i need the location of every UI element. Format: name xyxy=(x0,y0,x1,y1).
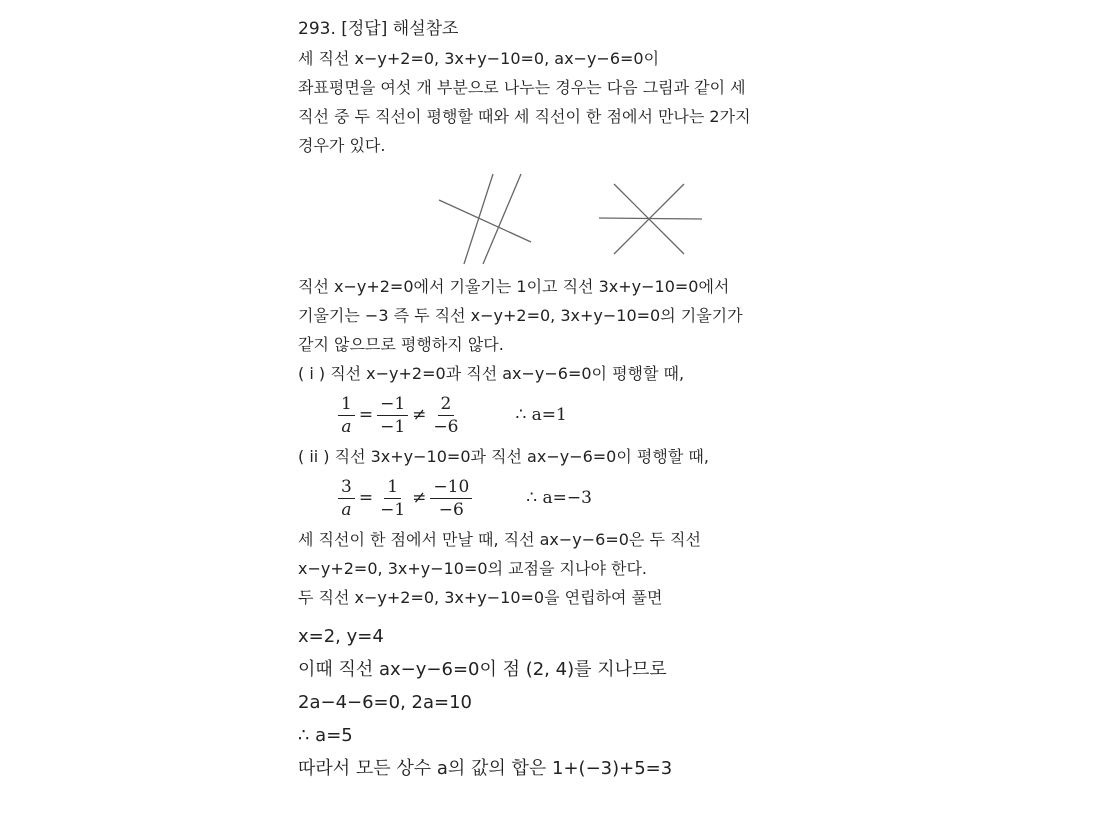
concurrent-line-text-2: x−y+2=0, 3x+y−10=0의 교점을 지나야 한다. xyxy=(298,559,648,578)
intro-line-3: 직선 중 두 직선이 평행할 때와 세 직선이 한 점에서 만나는 2가지 xyxy=(298,107,751,126)
concurrent-line-text-3: 두 직선 x−y+2=0, 3x+y−10=0을 연립하여 풀면 xyxy=(298,588,663,607)
case2-fraction-1: $\frac{3}{a}$ xyxy=(338,477,355,520)
case1-fraction-3: $\frac{2}{-6}$ xyxy=(433,393,459,437)
transversal-line xyxy=(439,200,531,242)
solution-line-1: x=2, y=4 xyxy=(298,626,384,647)
case1-fraction-1: $\frac{1}{a}$ xyxy=(338,394,355,437)
case1-equation: $\frac{1}{a}$ = $\frac{-1}{-1}$ ≠ $\frac{2}{-6}$ ∴ a=1 xyxy=(298,388,818,442)
solution-line-4: ∴ a=5 xyxy=(298,725,353,746)
case1-heading: ( i ) 직선 x−y+2=0과 직선 ax−y−6=0이 평행할 때, xyxy=(298,364,685,383)
case2-equation: $\frac{3}{a}$ = $\frac{1}{-1}$ ≠ $\frac{-10}{-6}$ ∴ a=−3 xyxy=(298,471,818,525)
concurrent-lines-diagram xyxy=(596,166,706,266)
slopes-line-3: 같지 않으므로 평행하지 않다. xyxy=(298,335,504,354)
intro-line-4: 경우가 있다. xyxy=(298,136,386,155)
solution-line-5: 따라서 모든 상수 a의 값의 합은 1+(−3)+5=3 xyxy=(298,758,673,779)
intro-line-1: 세 직선 x−y+2=0, 3x+y−10=0, ax−y−6=0이 xyxy=(298,49,660,68)
slopes-line-2: 기울기는 −3 즉 두 직선 x−y+2=0, 3x+y−10=0의 기울기가 xyxy=(298,306,743,325)
concurrent-line-text-1: 세 직선이 한 점에서 만날 때, 직선 ax−y−6=0은 두 직선 xyxy=(298,530,701,549)
intro-line-2: 좌표평면을 여섯 개 부분으로 나누는 경우는 다음 그림과 같이 세 xyxy=(298,78,746,97)
parallel-lines-diagram xyxy=(431,166,541,266)
solution-line-2: 이때 직선 ax−y−6=0이 점 (2, 4)를 지나므로 xyxy=(298,659,667,680)
case2-fraction-3: $\frac{-10}{-6}$ xyxy=(430,477,472,520)
case1-fraction-2: $\frac{-1}{-1}$ xyxy=(377,394,408,437)
case1-result: ∴ a=1 xyxy=(515,405,567,425)
case2-result: ∴ a=−3 xyxy=(526,488,592,508)
concurrent-line-3 xyxy=(599,218,702,219)
case2-heading: ( ii ) 직선 3x+y−10=0과 직선 ax−y−6=0이 평행할 때, xyxy=(298,447,709,466)
lines-figure xyxy=(298,166,818,266)
solution-page xyxy=(298,14,818,785)
slopes-line-1: 직선 x−y+2=0에서 기울기는 1이고 직선 3x+y−10=0에서 xyxy=(298,277,730,296)
solution-line-3: 2a−4−6=0, 2a=10 xyxy=(298,692,472,713)
problem-header: 293. [정답] 해설참조 xyxy=(298,19,459,39)
case2-fraction-2: $\frac{1}{-1}$ xyxy=(380,476,406,520)
